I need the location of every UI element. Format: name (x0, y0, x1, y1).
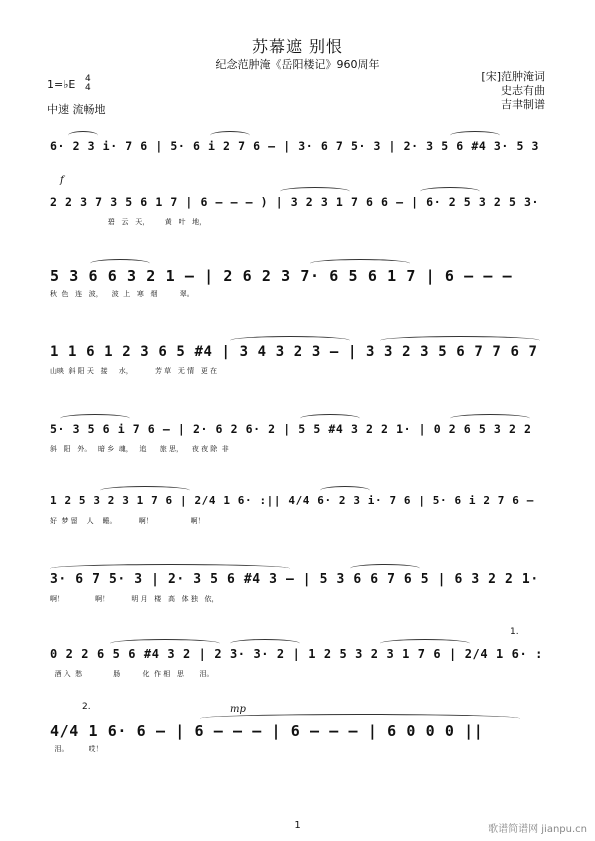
row-lyrics: 秋 色 连 波， 波 上 寒 烟 翠。 (50, 290, 194, 298)
row-notes: 6· 2 3 i· 7 6 | 5· 6 i 2 7 6 — | 3· 6 7 5· 3 | 2· 3 5 6 #4 3· 5 3 (50, 139, 540, 153)
time-signature (85, 75, 91, 93)
row-notes: 1 1 6 1 2 3 6 5 #4 | 3 4 3 2 3 — | 3 3 2 3 5 6 7 7 6 7 (50, 344, 538, 360)
score-row-8 (50, 627, 550, 705)
song-subtitle: 纪念范肿淹《岳阳楼记》960周年 (215, 58, 380, 71)
row-lyrics: 啊！ 啊！ 明 月 楼 高 体 独 依， (50, 595, 219, 603)
slur (60, 414, 130, 423)
score-row-7 (50, 570, 550, 630)
row-lyrics: 斜 阳 外。 暗 乡 魂， 追 旅 思， 夜 夜 除 非 (50, 445, 229, 453)
row-notes: 5 3 6 6 3 2 1 — | 2 6 2 3 7· 6 5 6 1 7 | 6 — — — (50, 267, 513, 285)
score-row-4 (50, 342, 550, 402)
slur (200, 714, 520, 723)
row-notes: 4/4 1 6· 6 — | 6 — — — | 6 — — — | 6 0 0 0 || (50, 722, 484, 740)
slur (68, 131, 98, 140)
row-lyrics: 泪。 哎！ (50, 745, 103, 753)
slur (420, 187, 480, 196)
row-lyrics: 好 梦 留 人 睡。 啊！ 啊！ (50, 517, 205, 525)
lyricist: [宋]范肿淹词 (481, 70, 545, 83)
meter-bottom: 4 (85, 83, 91, 93)
slur (280, 187, 350, 196)
row-notes: 1 2 5 3 2 3 1 7 6 | 2/4 1 6· :|| 4/4 6· 2 3 i· 7 6 | 5· 6 i 2 7 6 — (50, 494, 534, 507)
slur (300, 414, 360, 423)
slur (320, 486, 370, 495)
slur (450, 414, 530, 423)
score-row-2 (50, 175, 550, 253)
arranger: 吉聿制谱 (501, 98, 545, 111)
slur (310, 259, 410, 268)
slur (350, 564, 420, 573)
volta-1: 1. (510, 627, 519, 637)
row-notes: 0 2 2 6 5 6 #4 3 2 | 2 3· 3· 2 | 1 2 5 3 2 3 1 7 6 | 2/4 1 6· : (50, 647, 543, 661)
slur (450, 131, 500, 140)
row-notes: 5· 3 5 6 i 7 6 — | 2· 6 2 6· 2 | 5 5 #4 3 2 2 1· | 0 2 6 5 3 2 2 (50, 422, 532, 436)
score-row-9 (50, 702, 550, 780)
slur (380, 639, 470, 648)
row-lyrics: 酒 入 愁 肠 化 作 相 思 泪。 (50, 670, 214, 678)
song-title: 苏幕遮 别恨 (251, 37, 344, 56)
slur (50, 564, 290, 573)
tempo-marking: 中速 流畅地 (47, 103, 106, 116)
slur (380, 336, 540, 345)
row-notes: 2 2 3 7 3 5 6 1 7 | 6 — — — ) | 3 2 3 1 7 6 6 — | 6· 2 5 3 2 5 3· (50, 195, 540, 209)
score-row-3 (50, 265, 550, 325)
dynamic-mezzo-piano: mp (230, 704, 246, 715)
key-signature: 1=♭E (47, 78, 76, 91)
row-lyrics: 碧 云 天， 黄 叶 地， (50, 218, 207, 226)
site-watermark: 歌谱简谱网 jianpu.cn (488, 824, 587, 835)
credits (481, 70, 545, 112)
slur (230, 639, 300, 648)
slur (210, 131, 250, 140)
score-row-6 (50, 492, 550, 552)
row-lyrics: 山映 斜 阳 天 接 水， 芳 草 无 情 更 在 (50, 367, 217, 375)
score-row-5 (50, 420, 550, 480)
row-notes: 3· 6 7 5· 3 | 2· 3 5 6 #4 3 — | 5 3 6 6 7 6 5 | 6 3 2 2 1· (50, 572, 539, 587)
page-number: 1 (294, 820, 301, 831)
slur (100, 486, 190, 495)
meter-top: 4 (85, 74, 91, 84)
slur (90, 259, 150, 268)
slur (110, 639, 220, 648)
slur (230, 336, 350, 345)
volta-2: 2. (82, 702, 91, 712)
composer: 史志有曲 (501, 84, 545, 97)
dynamic-forte: f (60, 175, 64, 186)
